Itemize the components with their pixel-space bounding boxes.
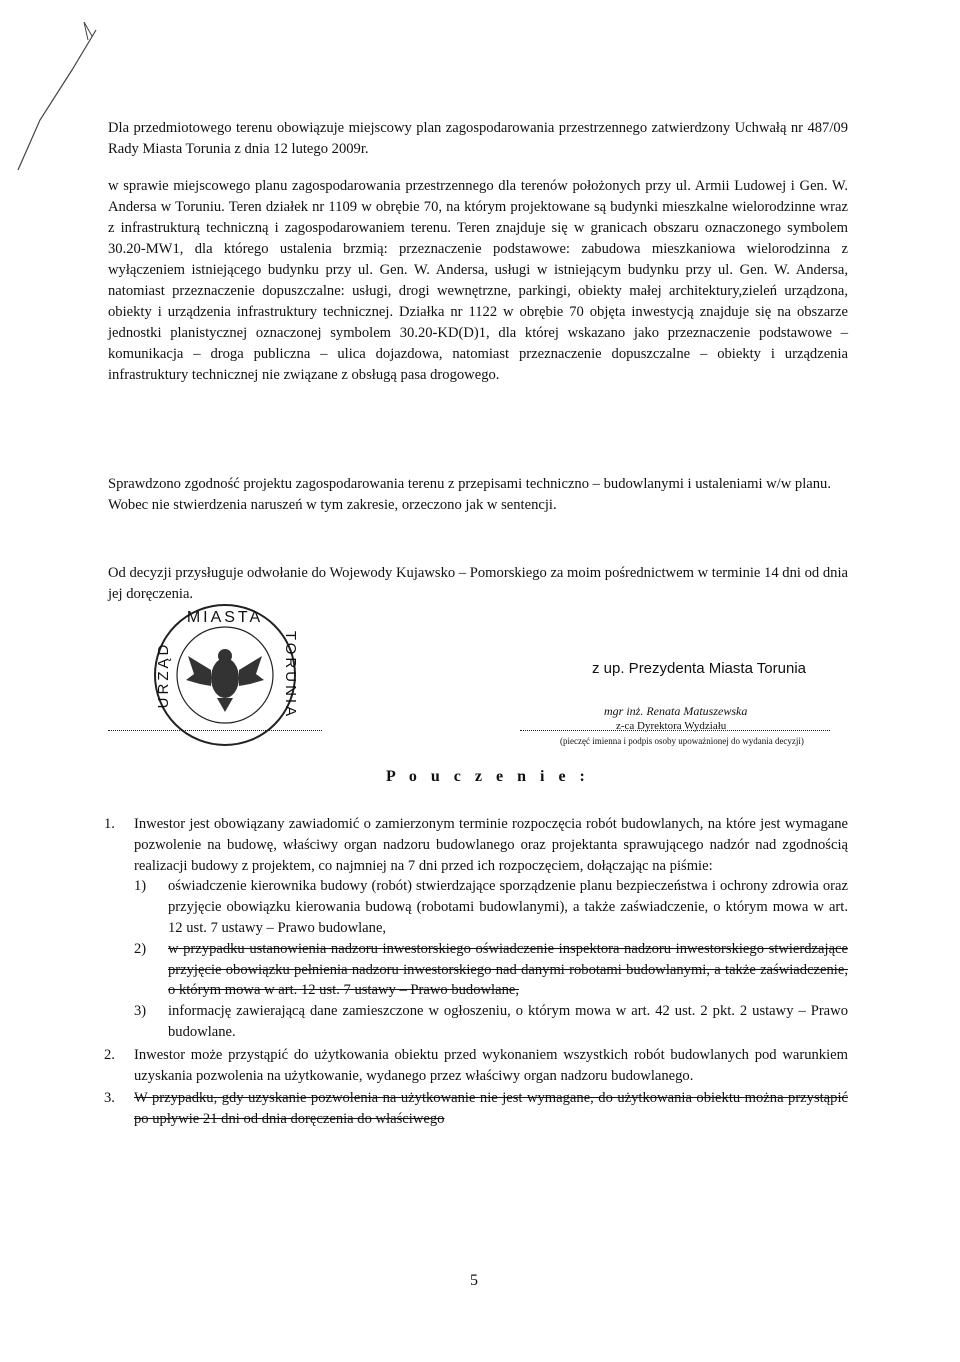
sub-item-text: informację zawierającą dane zamieszczone w ogłoszeniu, o którym mowa w art. 42 ust. 2 pkt. 2 ustawy – Prawo budowlane. bbox=[168, 1003, 848, 1040]
dotted-line-left bbox=[108, 730, 322, 731]
signature-title: z up. Prezydenta Miasta Torunia bbox=[592, 660, 807, 677]
paragraph-plan-reference bbox=[108, 118, 848, 160]
instructions-list bbox=[104, 814, 848, 1132]
sub-item bbox=[134, 939, 848, 1001]
paragraph-text: Dla przedmiotowego terenu obowiązuje miejscowy plan zagospodarowania przestrzennego zatwierdzony Uchwałą nr 487/09 Rady Miasta Torunia z dnia 12 lutego 2009r. bbox=[108, 120, 848, 157]
instruction-item bbox=[104, 1045, 848, 1087]
eagle-emblem-icon bbox=[186, 649, 264, 712]
item-number: 2. bbox=[104, 1046, 115, 1063]
sub-item-text-struck: w przypadku ustanowienia nadzoru inwestorskiego oświadczenie inspektora nadzoru inwestorskiego stwierdzające przyjęcie obowiązku pełnienia nadzoru inwestorskiego nad danymi robotami budowlanymi, a także zaświadczenie, o którym mowa w art. 12 ust. 7 ustawy – Prawo budowlane, bbox=[168, 940, 848, 999]
sub-item-number: 1) bbox=[134, 878, 147, 895]
item-text: Inwestor jest obowiązany zawiadomić o zamierzonym terminie rozpoczęcia robót budowlanych, na które jest wymagane pozwolenie na budowę, właściwy organ nadzoru budowlanego oraz projektanta sprawującego nadzór nad zgodnością realizacji budowy z projektem, co najmniej na 7 dni przed ich rozpoczęciem, dołączając na piśmie: bbox=[134, 816, 848, 874]
paragraph-text: Od decyzji przysługuje odwołanie do Wojewody Kujawsko – Pomorskiego za moim pośrednictwem w terminie 14 dni od dnia jej doręczenia. bbox=[108, 565, 848, 602]
paragraph-plan-details bbox=[108, 176, 848, 386]
signature-position: z-ca Dyrektora Wydziału bbox=[616, 720, 727, 732]
instruction-item bbox=[104, 814, 848, 1043]
instructions-heading: P o u c z e n i e : bbox=[386, 768, 590, 785]
seal-text-left: URZĄD bbox=[155, 641, 172, 709]
sub-item bbox=[134, 1001, 848, 1043]
sub-item-number: 3) bbox=[134, 1003, 147, 1020]
paragraph-text: Wobec nie stwierdzenia naruszeń w tym zakresie, orzeczono jak w sentencji. bbox=[108, 497, 557, 513]
paragraph-appeal bbox=[108, 563, 848, 605]
scan-artifact-line bbox=[0, 0, 120, 200]
page-number: 5 bbox=[470, 1272, 478, 1289]
seal-text-right: TORUNIA bbox=[282, 630, 299, 720]
item-number: 1. bbox=[104, 816, 115, 832]
seal-text-top: MIASTA bbox=[186, 609, 264, 626]
instruction-item bbox=[104, 1088, 848, 1130]
sub-item-number: 2) bbox=[134, 940, 147, 957]
signature-line bbox=[520, 730, 830, 731]
signature-block bbox=[520, 660, 840, 770]
official-seal bbox=[150, 600, 300, 750]
signature-caption: (pieczęć imienna i podpis osoby upoważnionej do wydania decyzji) bbox=[560, 736, 804, 746]
paragraph-text: w sprawie miejscowego planu zagospodarowania przestrzennego dla terenów położonych przy ul. Armii Ludowej i Gen. W. Andersa w Toruniu. Teren działek nr 1109 w obrębie 70, na którym projektowane są budynki mieszkalne wielorodzinne wraz z infrastrukturą techniczną i zagospodarowaniem terenu. Teren znajduje się w granicach obszaru oznaczonego symbolem 30.20-MW1, dla którego ustalenia brzmią: przeznaczenie podstawowe: zabudowa mieszkaniowa wielorodzinna z wyłączeniem istniejącego budynku przy ul. Gen. W. Andersa, usługi w istniejącym budynku przy ul. Gen. W. Andersa, natomiast przeznaczenie dopuszczalne: usługi, drogi wewnętrzne, parkingi, obiekty małej architektury,zieleń urządzona, obiekty i urządzenia infrastruktury technicznej. Działka nr 1122 w obrębie 70 objęta inwestycją znajduje się na obszarze jednostki planistycznej oznaczonej symbolem 30.20-KD(D)1, dla której wskazano jako przeznaczenie podstawowe – komunikacja – droga publiczna – ulica dojazdowa, natomiast przeznaczenie dopuszczalne – obiekty i urządzenia infrastruktury technicznej nie związane z obsługą pasa drogowego. bbox=[108, 178, 848, 383]
signature-name: mgr inż. Renata Matuszewska bbox=[604, 704, 748, 718]
sub-item bbox=[134, 876, 848, 938]
item-text: Inwestor może przystąpić do użytkowania obiektu przed wykonaniem wszystkich robót budowlanych pod warunkiem uzyskania pozwolenia na użytkowanie, wydanego przez właściwy organ nadzoru budowlanego. bbox=[134, 1046, 848, 1084]
paragraph-compliance bbox=[108, 474, 848, 516]
item-text-struck: W przypadku, gdy uzyskanie pozwolenia na użytkowanie nie jest wymagane, do użytkowania obiektu można przystąpić po upływie 21 dni od dnia doręczenia do właściwego bbox=[134, 1090, 848, 1128]
sub-item-text: oświadczenie kierownika budowy (robót) stwierdzające sporządzenie planu bezpieczeństwa i ochrony zdrowia oraz przyjęcie obowiązku kierowania budową (robotami budowlanymi), a także zaświadczenie, o którym mowa w art. 12 ust. 7 ustawy – Prawo budowlane, bbox=[168, 878, 848, 936]
paragraph-text: Sprawdzono zgodność projektu zagospodarowania terenu z przepisami techniczno – budowlanymi i ustaleniami w/w planu. bbox=[108, 476, 831, 492]
item-number: 3. bbox=[104, 1090, 115, 1107]
